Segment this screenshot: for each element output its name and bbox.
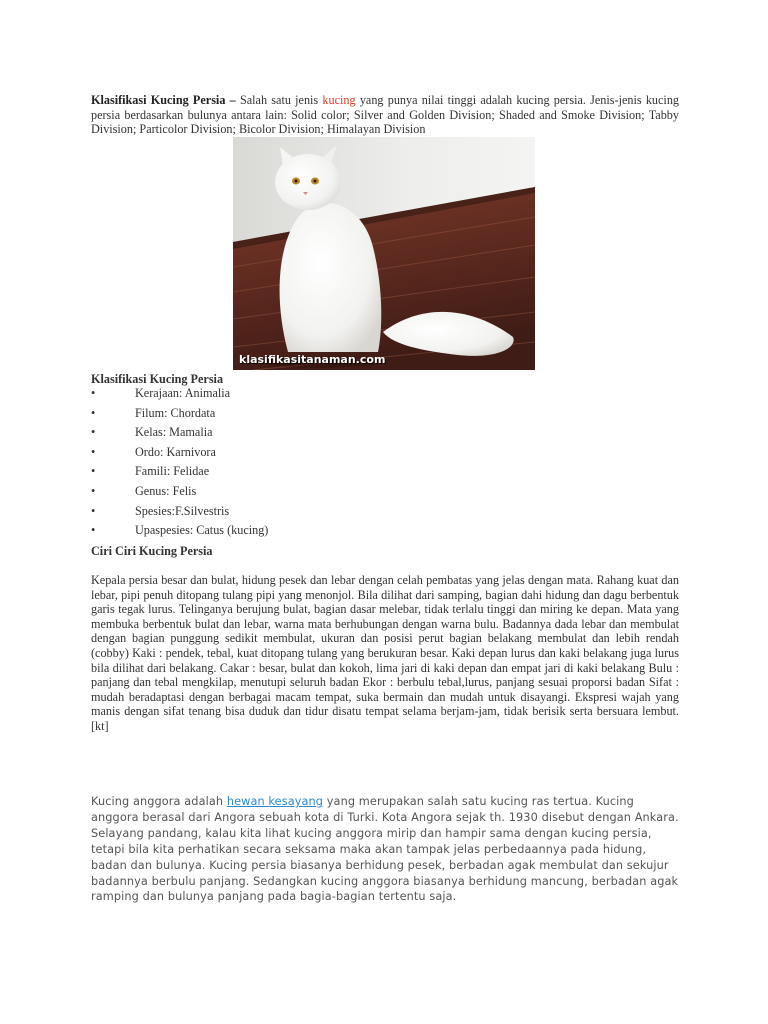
persian-cat-illustration (233, 137, 535, 370)
list-item (91, 425, 268, 445)
bullet: • (91, 425, 96, 440)
bullet: • (91, 503, 96, 518)
taxonomy-item: Kerajaan: Animalia (135, 386, 231, 400)
intro-text-after: yang punya nilai tinggi adalah kucing persia. Jenis-jenis kucing persia berdasarkan bulunya antara lain: Solid color; Silver and Golden Division; Shaded and Smoke Division; Tabby Division; Particolor Division; Bicolor Division; Himalayan Division (91, 93, 680, 137)
bullet: • (91, 523, 96, 538)
angora-paragraph (91, 794, 681, 905)
kucing-link[interactable]: kucing (322, 93, 356, 107)
list-item (91, 445, 268, 465)
taxonomy-item: Filum: Chordata (135, 405, 216, 420)
taxonomy-item: Kelas: Mamalia (135, 425, 213, 440)
list-item (91, 464, 268, 484)
taxonomy-item: Upaspesies: Catus (kucing) (135, 523, 269, 538)
bullet: • (91, 483, 96, 498)
bullet: • (91, 444, 96, 459)
intro-title: Klasifikasi Kucing Persia – (91, 93, 236, 107)
taxonomy-item: Famili: Felidae (135, 464, 210, 479)
taxonomy-heading: Klasifikasi Kucing Persia (91, 372, 224, 386)
list-item (91, 406, 268, 426)
features-heading: Ciri Ciri Kucing Persia (91, 544, 213, 558)
bullet: • (91, 405, 96, 420)
taxonomy-item: Genus: Felis (135, 483, 197, 498)
list-item (91, 386, 268, 406)
persian-cat-photo (233, 137, 535, 370)
taxonomy-item: Ordo: Karnivora (135, 444, 216, 459)
taxonomy-item: Spesies:F.Silvestris (135, 503, 230, 518)
bullet: • (91, 386, 96, 400)
list-item (91, 504, 268, 524)
hewan-kesayang-link[interactable]: hewan kesayang (226, 795, 324, 808)
angora-text-before: Kucing anggora adalah (91, 795, 227, 808)
bullet: • (91, 464, 96, 479)
intro-paragraph (91, 93, 679, 137)
features-paragraph: Kepala persia besar dan bulat, hidung pesek dan lebar dengan celah pembatas yang jelas dengan mata. Rahang kuat dan lebar, pipi penuh ditopang tulang pipi yang menonjol. Bila dilihat dari samping, bagian dahi hidung dan dagu berbentuk garis tegak lurus. Telinganya berujung bulat, bagian dasar melebar, tidak terlalu tinggi dan miring ke depan. Mata yang membuka berbentuk bulat dan lebar, warna mata berhubungan dengan warna bulu. Badannya dada lebar dan membulat dengan bagian punggung sedikit membulat, ukuran dan posisi perut bagian belakang membulat dan lebih rendah (cobby) Kaki : pendek, tebal, kuat ditopang tulang yang berukuran besar. Kaki depan lurus dan kaki belakang juga lurus bila dilihat dari belakang. Cakar : besar, bulat dan kokoh, lima jari di kaki depan dan empat jari di kaki belakang Bulu : panjang dan tebal mengkilap, menutupi seluruh badan Ekor : berbulu tebal,lurus, panjang sesuai proporsi badan Sifat : mudah beradaptasi dengan berbagai macam tempat, suka bermain dan mudah untuk disayangi. Ekspresi wajah yang manis dengan sifat tenang bisa duduk dan tidur disatu tempat selama berjam-jam, tidak berisik serta bersuara lembut.[kt] (91, 573, 679, 733)
taxonomy-list (91, 386, 268, 543)
list-item (91, 523, 268, 543)
list-item (91, 484, 268, 504)
angora-text-after: yang merupakan salah satu kucing ras tertua. Kucing anggora berasal dari Angora sebuah kota di Turki. Kota Angora sejak th. 1930 disebut dengan Ankara. Selayang pandang, kalau kita lihat kucing anggora mirip dan hampir sama dengan kucing persia, tetapi bila kita perhatikan secara seksama maka akan tampak jelas perbedaannya pada hidung, badan dan bulunya. Kucing persia biasanya berhidung pesek, berbadan agak membulat dan sekujur badannya berbulu panjang. Sedangkan kucing anggora biasanya berhidung mancung, berbadan agak ramping dan bulunya panjang pada bagia-bagian tertentu saja. (91, 795, 679, 904)
watermark-text: klasifikasitanaman.com (239, 353, 386, 366)
intro-text-before: Salah satu jenis (235, 93, 323, 107)
